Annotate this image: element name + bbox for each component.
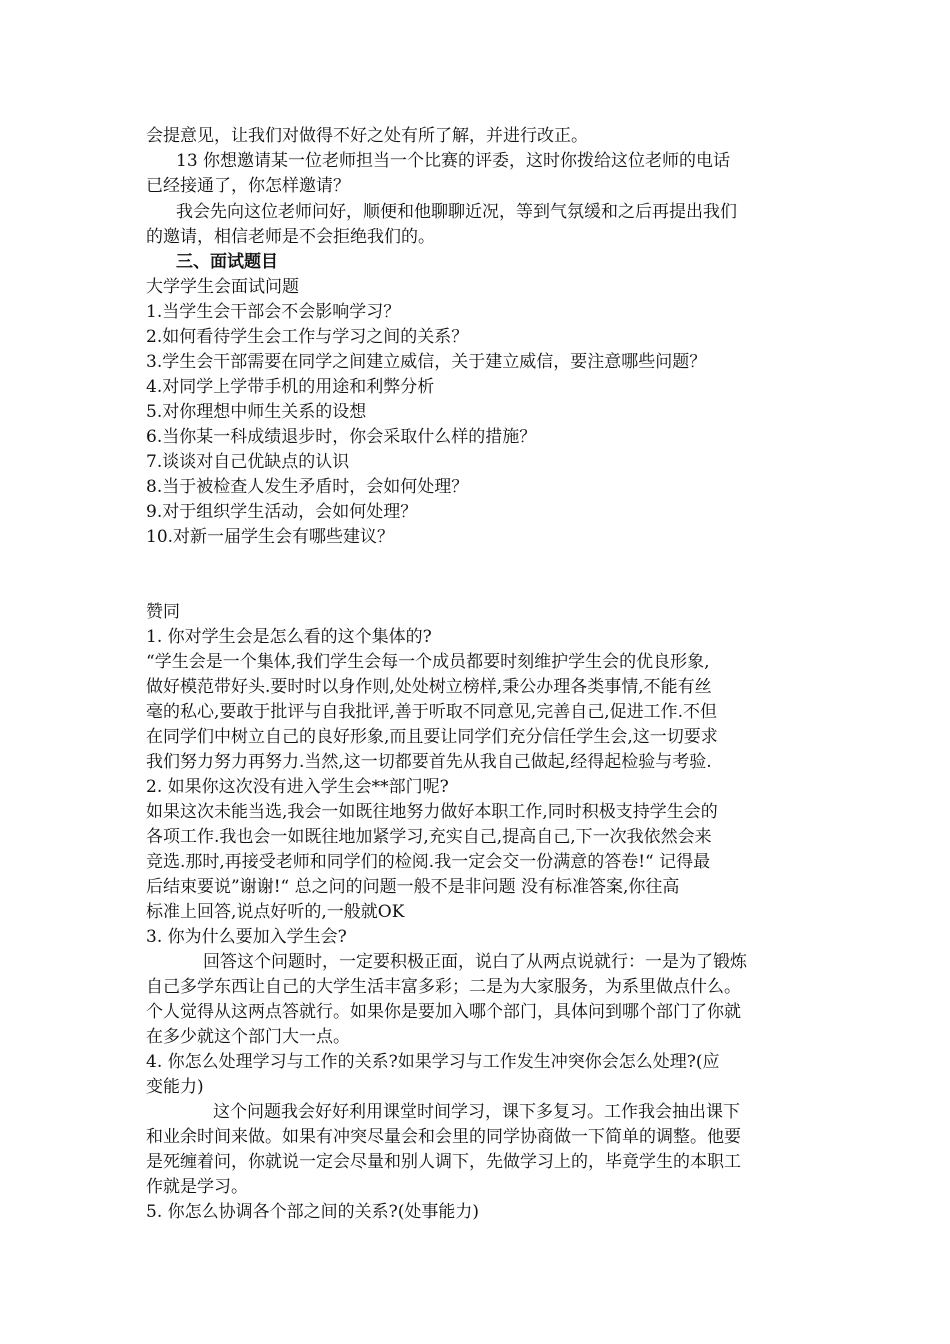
question-4-cont: 变能力) [146,1077,204,1097]
answer-line: 我们努力努力再努力.当然,这一切都要首先从我自己做起,经得起检验与考验. [146,752,712,772]
question-4: 4. 你怎么处理学习与工作的关系?如果学习与工作发生冲突你会怎么处理?(应 [146,1052,720,1072]
answer-line: 毫的私心,要敢于批评与自我批评,善于听取不同意见,完善自己,促进工作.不但 [146,702,718,722]
interview-question: 9.对于组织学生活动，会如何处理？ [146,502,418,522]
intro-line: 会提意见，让我们对做得不好之处有所了解，并进行改正。 [146,126,588,146]
answer-line: 是死缠着问，你就说一定会尽量和别人调下，先做学习上的，毕竟学生的本职工 [146,1152,741,1172]
interview-question: 5.对你理想中师生关系的设想 [146,402,367,422]
interview-question: 2.如何看待学生会工作与学习之间的关系？ [146,327,469,347]
interview-question: 4.对同学上学带手机的用途和利弊分析 [146,377,435,397]
answer-line: 标准上回答,说点好听的,一般就OK [146,902,405,922]
question-13: 13 你想邀请某一位老师担当一个比赛的评委，这时你拨给这位老师的电话 [176,151,731,171]
answer-13-cont: 的邀请，相信老师是不会拒绝我们的。 [146,227,435,247]
answer-line: 个人觉得从这两点答就行。如果你是要加入哪个部门，具体问到哪个部门了你就 [146,1002,741,1022]
interview-question: 6.当你某一科成绩退步时，你会采取什么样的措施？ [146,427,537,447]
answer-line: 回答这个问题时，一定要积极正面，说白了从两点说就行：一是为了锻炼 [203,952,747,972]
question-13-cont: 已经接通了，你怎样邀请？ [146,176,350,196]
answer-line: 后结束要说”谢谢!“ 总之问的问题一般不是非问题 没有标准答案,你往高 [146,877,680,897]
question-1: 1. 你对学生会是怎么看的这个集体的? [146,627,432,647]
answer-line: 做好模范带好头.要时时以身作则,处处树立榜样,秉公办理各类事情,不能有丝 [146,677,712,697]
interview-question: 10.对新一届学生会有哪些建议？ [146,527,395,547]
interview-question: 1.当学生会干部会不会影响学习？ [146,302,401,322]
section-heading: 三、面试题目 [176,252,278,272]
question-3: 3. 你为什么要加入学生会? [146,927,347,947]
answer-line: 各项工作.我也会一如既往地加紧学习,充实自己,提高自己,下一次我依然会来 [146,827,712,847]
section-subtitle: 大学学生会面试问题 [146,277,299,297]
question-5: 5. 你怎么协调各个部之间的关系?(处事能力) [146,1202,480,1222]
answer-line: 如果这次未能当选,我会一如既往地努力做好本职工作,同时积极支持学生会的 [146,802,718,822]
interview-question: 3.学生会干部需要在同学之间建立威信，关于建立威信，要注意哪些问题？ [146,352,707,372]
zantong-label: 赞同 [146,602,180,622]
answer-line: 作就是学习。 [146,1177,248,1197]
answer-line: 在多少就这个部门大一点。 [146,1027,350,1047]
answer-line: “学生会是一个集体,我们学生会每一个成员都要时刻维护学生会的优良形象, [146,652,710,672]
question-2: 2. 如果你这次没有进入学生会**部门呢? [146,777,449,797]
interview-question: 7.谈谈对自己优缺点的认识 [146,452,350,472]
answer-line: 在同学们中树立自己的良好形象,而且要让同学们充分信任学生会,这一切要求 [146,727,718,747]
answer-line: 自己多学东西让自己的大学生活丰富多彩；二是为大家服务，为系里做点什么。 [146,977,741,997]
answer-line: 和业余时间来做。如果有冲突尽量会和会里的同学协商做一下简单的调整。他要 [146,1127,741,1147]
answer-13: 我会先向这位老师问好，顺便和他聊聊近况，等到气氛缓和之后再提出我们 [176,202,737,222]
answer-line: 这个问题我会好好利用课堂时间学习，课下多复习。工作我会抽出课下 [213,1102,740,1122]
interview-question: 8.当于被检查人发生矛盾时，会如何处理？ [146,477,469,497]
answer-line: 竞选.那时,再接受老师和同学们的检阅.我一定会交一份满意的答卷!“ 记得最 [146,852,711,872]
